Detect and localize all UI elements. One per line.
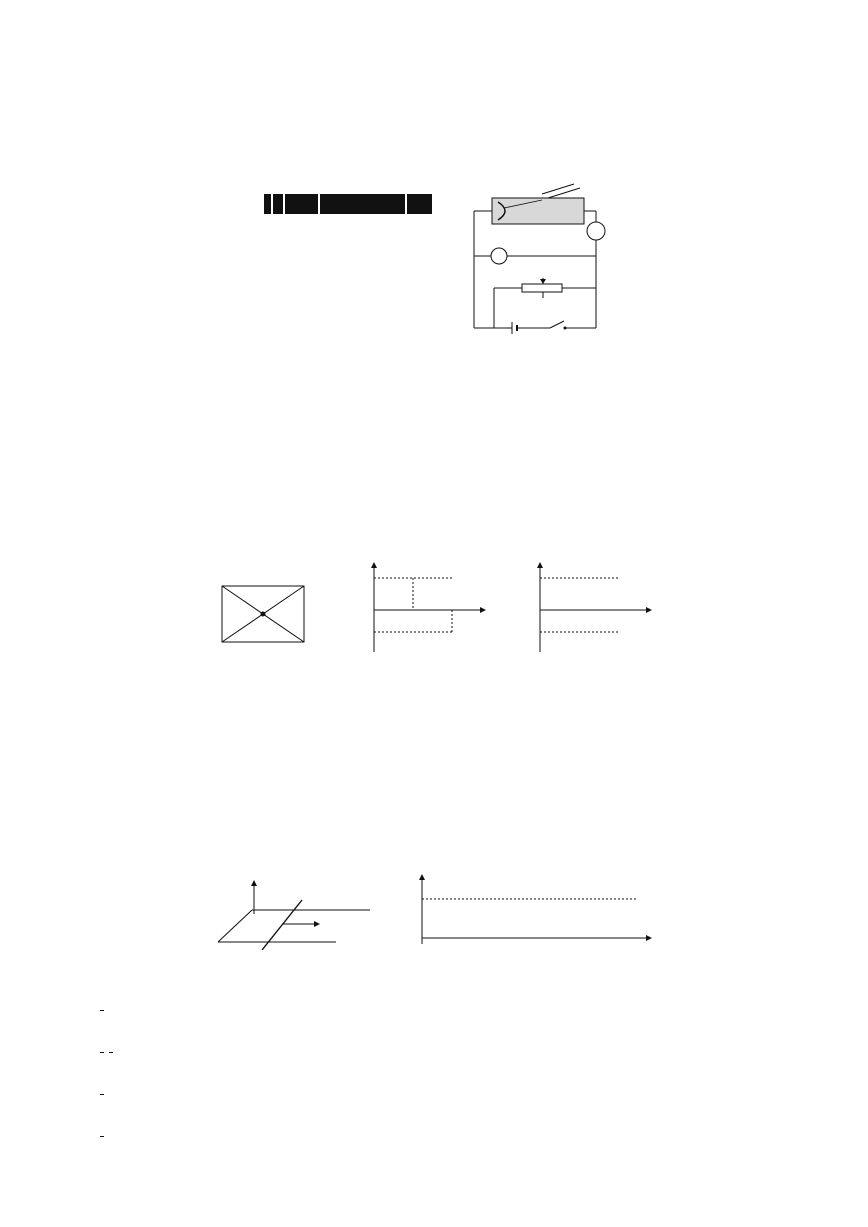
q13-option-a[interactable] [100, 990, 104, 1030]
q11-photoelectric-circuit [464, 180, 614, 345]
rheostat [522, 284, 562, 292]
q13-rail-figure [214, 876, 374, 950]
microammeter [587, 222, 605, 240]
q13-option-d[interactable] [100, 1116, 104, 1156]
q11-spectrum-figure [258, 178, 438, 250]
spectral-line [283, 194, 285, 214]
q12-graph-ac [352, 558, 500, 662]
q11-fringes-fig2 [262, 262, 432, 284]
q13-velocity-graph [402, 872, 658, 954]
fraction [100, 1094, 104, 1095]
fraction [100, 1136, 104, 1137]
q11-fringes-fig3 [262, 314, 432, 336]
voltmeter [491, 248, 507, 264]
spectral-line [405, 194, 407, 214]
vacuum-tube [492, 198, 584, 224]
fraction [100, 1010, 104, 1011]
spectral-line [271, 194, 273, 214]
q12-graph-bd [518, 558, 666, 662]
fraction [109, 1052, 113, 1053]
q13-option-b[interactable] [100, 1032, 113, 1072]
q12-rectangle-figure [200, 570, 330, 652]
fraction [100, 1052, 104, 1053]
spectral-line [318, 194, 320, 214]
q13-option-c[interactable] [100, 1074, 104, 1114]
